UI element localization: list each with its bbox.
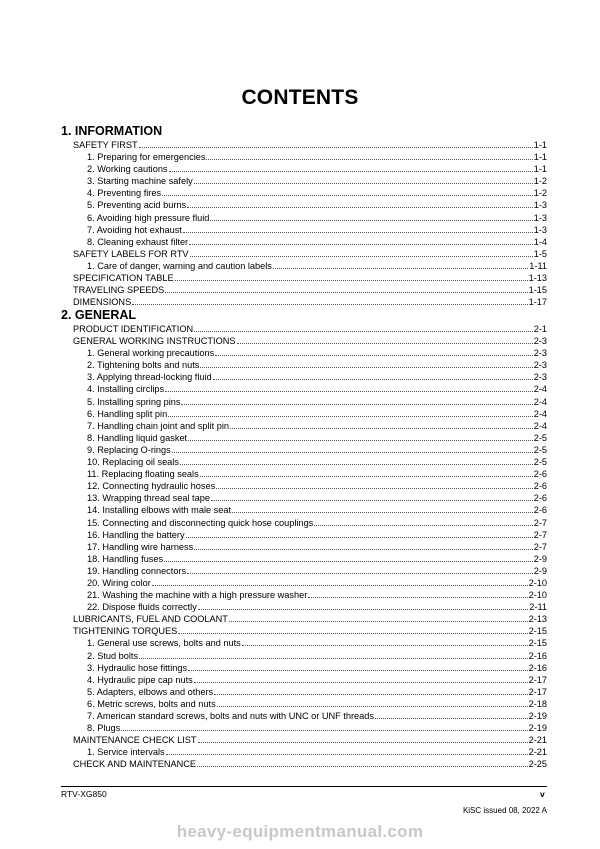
toc-dot-leader [186, 529, 533, 538]
toc-entry-page: 2-10 [528, 590, 547, 601]
toc-dot-leader [229, 613, 528, 622]
toc-entry-label: 8. Cleaning exhaust filter [87, 236, 189, 247]
toc-entry-page: 2-13 [528, 614, 547, 625]
toc-dot-leader [132, 296, 527, 305]
toc-dot-leader [273, 260, 528, 269]
toc-entry [61, 625, 547, 637]
toc-entry-label: 20. Wiring color [87, 577, 151, 588]
toc-entry-label: 8. Plugs [87, 723, 121, 734]
toc-entry-label: TRAVELING SPEEDS [73, 285, 165, 296]
toc-entry-page: 2-6 [533, 469, 547, 480]
toc-dot-leader [139, 139, 533, 148]
footer-model: RTV-XG850 [61, 789, 107, 799]
toc-entry [61, 613, 547, 625]
toc-dot-leader [164, 553, 533, 562]
toc-entry-label: SPECIFICATION TABLE [73, 273, 174, 284]
toc-entry-page: 2-4 [533, 384, 547, 395]
watermark: heavy-equipmentmanual.com [176, 822, 424, 841]
toc-dot-leader [121, 722, 527, 731]
toc-entry-page: 2-17 [528, 674, 547, 685]
toc-dot-leader [206, 151, 532, 160]
toc-entry-page: 2-19 [528, 723, 547, 734]
toc-entry-label: GENERAL WORKING INSTRUCTIONS [73, 336, 236, 347]
toc-entry-page: 2-3 [533, 336, 547, 347]
toc-entry-label: 1. Service intervals [87, 747, 165, 758]
toc-entry [61, 674, 547, 686]
toc-entry-page: 2-6 [533, 481, 547, 492]
toc-entry-label: 13. Wrapping thread seal tape [87, 493, 210, 504]
toc-dot-leader [162, 187, 533, 196]
toc-entry-label: 12. Connecting hydraulic hoses [87, 481, 216, 492]
toc-dot-leader [194, 323, 533, 332]
toc-dot-leader [180, 456, 533, 465]
toc-entry [61, 296, 547, 308]
toc-entry-label: 2. Tightening bolts and nuts [87, 360, 200, 371]
toc-entry-label: TIGHTENING TORQUES [73, 626, 178, 637]
toc-dot-leader [166, 746, 528, 755]
toc-entry-page: 1-2 [533, 176, 547, 187]
toc-dot-leader [242, 637, 528, 646]
toc-entry-label: 7. American standard screws, bolts and nuts with UNC or UNF threads [87, 711, 374, 721]
toc-entry-label: CHECK AND MAINTENANCE [73, 759, 197, 770]
toc-entry [61, 444, 547, 456]
toc-entry [61, 284, 547, 296]
toc-section-general [61, 308, 547, 770]
toc-dot-leader [308, 589, 527, 598]
toc-entry-label: 3. Applying thread-locking fluid [87, 372, 212, 383]
toc-entry-page: 2-5 [533, 444, 547, 455]
toc-entry [61, 139, 547, 151]
toc-entry-label: 18. Handling fuses [87, 553, 164, 564]
toc-dot-leader [211, 492, 533, 501]
footer-issued: KiSC issued 08, 2022 A [462, 806, 547, 815]
toc-entry [61, 212, 547, 224]
toc-entry [61, 383, 547, 395]
toc-entry-page: 2-5 [533, 432, 547, 443]
toc-entry-label: 3. Hydraulic hose fittings [87, 662, 188, 673]
toc-entry-page: 2-3 [533, 360, 547, 371]
toc-entry [61, 686, 547, 698]
toc-entry-label: 4. Preventing fires [87, 188, 162, 199]
toc-entry [61, 529, 547, 541]
toc-entry [61, 650, 547, 662]
toc-entry-label: PRODUCT IDENTIFICATION [73, 324, 194, 334]
toc-entry-label: 7. Avoiding hot exhaust [87, 224, 182, 235]
toc-entry-label: 3. Starting machine safely [87, 176, 193, 187]
toc-dot-leader [232, 504, 533, 513]
toc-entry-page: 2-6 [533, 493, 547, 504]
toc-section-information [61, 124, 547, 308]
toc-entry [61, 420, 547, 432]
section-heading: 2. GENERAL [61, 308, 137, 322]
toc-entry [61, 272, 547, 284]
toc-dot-leader [187, 199, 533, 208]
toc-entry-page: 1-1 [533, 164, 547, 175]
toc-entry-page: 1-11 [529, 260, 547, 271]
toc-dot-leader [200, 468, 533, 477]
toc-entry-label: 5. Preventing acid burns [87, 200, 187, 211]
toc-entry-label: 1. General working precautions [87, 348, 215, 359]
toc-entry [61, 175, 547, 187]
toc-dot-leader [189, 236, 533, 245]
toc-entry [61, 601, 547, 613]
toc-entry [61, 248, 547, 260]
toc-entry-label: 11. Replacing floating seals [87, 469, 199, 480]
toc-entry-page: 2-5 [533, 457, 547, 468]
toc-entry [61, 662, 547, 674]
toc-dot-leader [190, 248, 533, 257]
toc-dot-leader [237, 335, 533, 344]
toc-dot-leader [168, 408, 533, 417]
toc-entry [61, 480, 547, 492]
toc-entry [61, 637, 547, 649]
toc-entry-page: 2-3 [533, 372, 547, 383]
toc-entry-page: 2-9 [533, 553, 547, 564]
toc-entry [61, 758, 547, 770]
toc-dot-leader [194, 541, 532, 550]
toc-entry [61, 151, 547, 163]
toc-entry [61, 456, 547, 468]
toc-entry-label: SAFETY LABELS FOR RTV [73, 248, 189, 259]
toc-entry-list [61, 323, 547, 770]
toc-entry [61, 187, 547, 199]
toc-entry-page: 2-6 [533, 505, 547, 516]
toc-entry-label: 16. Handling the battery [87, 529, 185, 540]
toc-entry-label: 8. Handling liquid gasket [87, 432, 188, 443]
toc-dot-leader [375, 710, 528, 719]
toc-entry [61, 359, 547, 371]
toc-entry-label: 1. General use screws, bolts and nuts [87, 638, 241, 649]
toc-entry-page: 1-4 [533, 236, 547, 247]
toc-entry [61, 260, 547, 272]
toc-entry [61, 335, 547, 347]
toc-dot-leader [169, 163, 533, 172]
toc-entry-page: 2-3 [533, 348, 547, 359]
toc-entry-page: 2-9 [533, 565, 547, 576]
toc-entry [61, 710, 547, 722]
toc-entry-page: 1-1 [533, 152, 547, 163]
section-heading: 1. INFORMATION [61, 124, 163, 138]
toc-dot-leader [214, 686, 527, 695]
toc-dot-leader [183, 224, 533, 233]
toc-entry-label: 5. Installing spring pins [87, 396, 181, 407]
toc-entry-label: 10. Replacing oil seals [87, 457, 179, 468]
footer-page-number: v [540, 789, 545, 799]
toc-entry-label: 4. Hydraulic pipe cap nuts [87, 674, 193, 685]
toc-entry-label: 6. Metric screws, bolts and nuts [87, 698, 216, 709]
toc-entry-label: MAINTENANCE CHECK LIST [73, 735, 197, 746]
toc-entry [61, 553, 547, 565]
toc-entry-label: 19. Handling connectors [87, 565, 187, 576]
toc-entry-page: 2-16 [528, 650, 547, 661]
toc-entry [61, 224, 547, 236]
toc-entry-page: 1-13 [528, 273, 547, 284]
toc-entry-label: LUBRICANTS, FUEL AND COOLANT [73, 614, 228, 625]
toc-dot-leader [213, 371, 533, 380]
toc-entry [61, 408, 547, 420]
toc-entry-page: 2-11 [529, 602, 547, 613]
toc-entry-label: 1. Care of danger, warning and caution labels [87, 260, 272, 271]
toc-entry-label: 2. Stud bolts [87, 650, 139, 661]
toc-dot-leader [194, 674, 528, 683]
toc-entry [61, 577, 547, 589]
toc-dot-leader [139, 650, 528, 659]
toc-entry [61, 323, 547, 335]
toc-dot-leader [198, 734, 528, 743]
toc-entry-page: 2-25 [528, 759, 547, 770]
toc-dot-leader [181, 396, 532, 405]
toc-entry [61, 541, 547, 553]
toc-entry-page: 2-15 [528, 638, 547, 649]
toc-dot-leader [165, 383, 533, 392]
toc-entry-page: 1-17 [528, 297, 547, 308]
toc-entry-page: 2-4 [533, 396, 547, 407]
toc-entry-label: 21. Washing the machine with a high pressure washer [87, 590, 308, 601]
toc-dot-leader [165, 284, 527, 293]
toc-entry-page: 1-2 [533, 188, 547, 199]
toc-entry-label: 17. Handling wire harness [87, 541, 194, 552]
toc-dot-leader [175, 272, 528, 281]
toc-entry [61, 565, 547, 577]
toc-dot-leader [194, 175, 533, 184]
toc-entry-label: 15. Connecting and disconnecting quick hose couplings [87, 517, 314, 528]
toc-dot-leader [178, 625, 527, 634]
toc-entry [61, 371, 547, 383]
toc-dot-leader [197, 758, 528, 767]
toc-entry-page: 2-18 [528, 698, 547, 709]
toc-dot-leader [187, 565, 533, 574]
toc-dot-leader [152, 577, 528, 586]
toc-entry-page: 2-4 [533, 408, 547, 419]
toc-entry [61, 432, 547, 444]
toc-entry-label: 5. Adapters, elbows and others [87, 686, 214, 697]
toc-entry-page: 1-15 [528, 285, 547, 296]
toc-entry [61, 492, 547, 504]
toc-dot-leader [198, 601, 528, 610]
toc-dot-leader [188, 662, 528, 671]
toc-dot-leader [216, 480, 533, 489]
toc-entry-page: 2-7 [533, 517, 547, 528]
toc-entry [61, 517, 547, 529]
toc-entry-label: 6. Handling split pin [87, 408, 168, 419]
toc-entry-page: 1-1 [533, 140, 547, 150]
toc-entry [61, 746, 547, 758]
toc-entry [61, 236, 547, 248]
toc-entry-label: 9. Replacing O-rings [87, 444, 171, 455]
toc-entry-page: 2-21 [528, 747, 547, 758]
toc-entry [61, 504, 547, 516]
toc-dot-leader [200, 359, 532, 368]
toc-dot-leader [217, 698, 528, 707]
toc-entry-page: 1-3 [533, 200, 547, 211]
toc-entry-label: 14. Installing elbows with male seat [87, 505, 232, 516]
toc-entry-page: 2-21 [528, 735, 547, 746]
page-title: CONTENTS [241, 86, 359, 109]
toc-dot-leader [210, 212, 532, 221]
toc-entry-page: 1-5 [533, 248, 547, 259]
toc-entry-page: 2-10 [528, 577, 547, 588]
toc-entry-label: 22. Dispose fluids correctly [87, 602, 197, 613]
toc-entry [61, 698, 547, 710]
toc-dot-leader [215, 347, 533, 356]
toc-entry-page: 1-3 [533, 212, 547, 223]
toc-entry-label: 4. Installing circlips [87, 384, 165, 395]
toc-dot-leader [188, 432, 533, 441]
toc-entry-page: 2-16 [528, 662, 547, 673]
toc-entry-page: 2-17 [528, 686, 547, 697]
toc-entry-page: 2-7 [533, 529, 547, 540]
footer-divider [61, 786, 547, 787]
toc-entry-page: 2-15 [528, 626, 547, 637]
toc-dot-leader [314, 517, 532, 526]
toc-entry-page: 2-7 [533, 541, 547, 552]
toc-entry-label: DIMENSIONS [73, 297, 132, 308]
toc-dot-leader [172, 444, 533, 453]
toc-entry [61, 396, 547, 408]
toc-entry [61, 199, 547, 211]
toc-entry [61, 468, 547, 480]
toc-entry [61, 163, 547, 175]
toc-entry-page: 1-3 [533, 224, 547, 235]
toc-entry-label: 6. Avoiding high pressure fluid [87, 212, 210, 223]
toc-entry [61, 347, 547, 359]
toc-entry [61, 589, 547, 601]
toc-entry-page: 2-4 [533, 420, 547, 431]
toc-dot-leader [230, 420, 533, 429]
toc-entry-label: 1. Preparing for emergencies [87, 152, 206, 163]
toc-entry-list [61, 139, 547, 308]
toc-entry-page: 2-19 [528, 711, 547, 721]
toc-entry-label: 2. Working cautions [87, 164, 168, 175]
toc-entry [61, 734, 547, 746]
toc-entry [61, 722, 547, 734]
toc-entry-page: 2-1 [533, 324, 547, 334]
toc-entry-label: 7. Handling chain joint and split pin [87, 420, 229, 431]
toc-entry-label: SAFETY FIRST [73, 140, 138, 150]
